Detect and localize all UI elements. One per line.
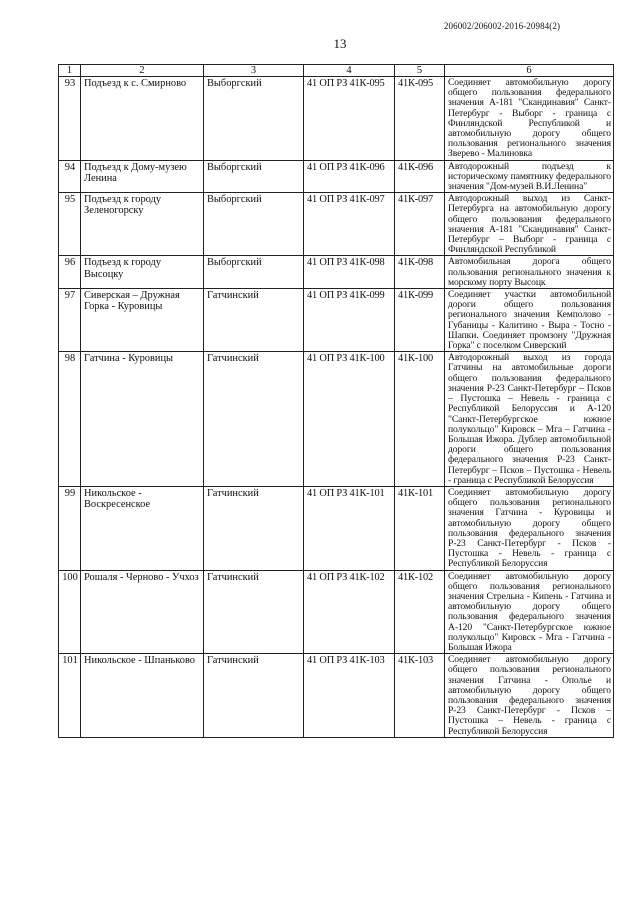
district: Гатчинский bbox=[204, 654, 304, 738]
column-header: 5 bbox=[395, 65, 445, 77]
column-header: 3 bbox=[204, 65, 304, 77]
document-reference: 206002/206002-2016-20984(2) bbox=[443, 21, 561, 31]
row-number: 97 bbox=[59, 289, 81, 352]
road-description: Автодорожный выход из города Гатчины на автомобильные дороги общего пользования федерального значения Р-23 Санкт-Петербург – Псков – Пустошка – Невель - граница с Республикой Белоруссия и А-120 "Санкт-Петербургское южное полукольцо" Кировск – Мга – Гатчина - Большая Ижора. Дублер автомобильной дороги общего пользования федерального значения Р-23 Санкт-Петербург – Псков – Пустошка - Невель - граница с Республикой Белоруссия bbox=[445, 352, 614, 487]
table-row bbox=[59, 193, 614, 256]
road-description: Автомобильная дорога общего пользования регионального значения к морскому порту Высоцк bbox=[445, 256, 614, 289]
road-description: Соединяет участки автомобильной дороги общего пользования регионального значения Кемполово - Губаницы - Калитино - Выра - Тосно - Шапки. Соединяет промзону "Дружная Горка" с поселком Сиверский bbox=[445, 289, 614, 352]
district: Гатчинский bbox=[204, 352, 304, 487]
column-header: 2 bbox=[81, 65, 204, 77]
header-row bbox=[59, 65, 614, 77]
column-header: 4 bbox=[304, 65, 395, 77]
table-row bbox=[59, 256, 614, 289]
table-row bbox=[59, 570, 614, 654]
row-number: 100 bbox=[59, 570, 81, 654]
road-name: Подъезд к с. Смирново bbox=[81, 77, 204, 161]
road-name: Сиверская – Дружная Горка - Куровицы bbox=[81, 289, 204, 352]
road-description: Автодорожный подъезд к историческому памятнику федерального значения "Дом-музей В.И.Ленина" bbox=[445, 160, 614, 193]
road-code: 41К-098 bbox=[395, 256, 445, 289]
district: Гатчинский bbox=[204, 570, 304, 654]
column-header: 6 bbox=[445, 65, 614, 77]
table-row bbox=[59, 486, 614, 570]
road-id: 41 ОП РЗ 41К-095 bbox=[304, 77, 395, 161]
row-number: 95 bbox=[59, 193, 81, 256]
row-number: 93 bbox=[59, 77, 81, 161]
road-id: 41 ОП РЗ 41К-101 bbox=[304, 486, 395, 570]
road-code: 41К-103 bbox=[395, 654, 445, 738]
road-code: 41К-099 bbox=[395, 289, 445, 352]
table-row bbox=[59, 352, 614, 487]
roads-table bbox=[58, 64, 614, 738]
road-code: 41К-100 bbox=[395, 352, 445, 487]
road-id: 41 ОП РЗ 41К-099 bbox=[304, 289, 395, 352]
district: Выборгский bbox=[204, 160, 304, 193]
road-name: Подъезд к городу Зеленогорску bbox=[81, 193, 204, 256]
table-row bbox=[59, 77, 614, 161]
page-number: 13 bbox=[333, 36, 347, 51]
district: Выборгский bbox=[204, 77, 304, 161]
road-description: Соединяет автомобильную дорогу общего пользования регионального значения Гатчина - Ополье и автомобильную дорогу общего пользования федерального значения Р-23 Санкт-Петербург - Псков – Пустошка – Невель - граница с Республикой Белоруссия bbox=[445, 654, 614, 738]
road-code: 41К-097 bbox=[395, 193, 445, 256]
road-code: 41К-095 bbox=[395, 77, 445, 161]
row-number: 96 bbox=[59, 256, 81, 289]
road-name: Подъезд к Дому-музею Ленина bbox=[81, 160, 204, 193]
row-number: 94 bbox=[59, 160, 81, 193]
district: Выборгский bbox=[204, 256, 304, 289]
table-row bbox=[59, 289, 614, 352]
road-id: 41 ОП РЗ 41К-102 bbox=[304, 570, 395, 654]
column-header: 1 bbox=[59, 65, 81, 77]
road-name: Никольское - Воскресенское bbox=[81, 486, 204, 570]
road-description: Соединяет автомобильную дорогу общего пользования регионального значения Гатчина - Куровицы и автомобильную дорогу общего пользования федерального значения Р-23 Санкт-Петербург - Псков - Пустошка - Невель - граница с Республикой Белоруссия bbox=[445, 486, 614, 570]
road-name: Никольское - Шпаньково bbox=[81, 654, 204, 738]
row-number: 98 bbox=[59, 352, 81, 487]
district: Гатчинский bbox=[204, 289, 304, 352]
row-number: 99 bbox=[59, 486, 81, 570]
district: Гатчинский bbox=[204, 486, 304, 570]
road-id: 41 ОП РЗ 41К-100 bbox=[304, 352, 395, 487]
road-code: 41К-096 bbox=[395, 160, 445, 193]
road-id: 41 ОП РЗ 41К-096 bbox=[304, 160, 395, 193]
road-code: 41К-101 bbox=[395, 486, 445, 570]
road-description: Соединяет автомобильную дорогу общего пользования федерального значения А-181 "Скандинавия" Санкт-Петербург - Выборг - граница с Финляндской Республикой и автомобильную дорогу общего пользования регионального значения Зверево - Малиновка bbox=[445, 77, 614, 161]
table-row bbox=[59, 654, 614, 738]
road-id: 41 ОП РЗ 41К-098 bbox=[304, 256, 395, 289]
road-description: Автодорожный выход из Санкт-Петербурга на автомобильную дорогу общего пользования федерального значения А-181 "Скандинавия" Санкт-Петербург – Выборг - граница с Финляндской Республикой bbox=[445, 193, 614, 256]
road-id: 41 ОП РЗ 41К-103 bbox=[304, 654, 395, 738]
road-name: Подъезд к городу Высоцку bbox=[81, 256, 204, 289]
row-number: 101 bbox=[59, 654, 81, 738]
district: Выборгский bbox=[204, 193, 304, 256]
road-code: 41К-102 bbox=[395, 570, 445, 654]
road-name: Рошаля - Черново - Учхоз bbox=[81, 570, 204, 654]
road-description: Соединяет автомобильную дорогу общего пользования регионального значения Стрельна - Кипень - Гатчина и автомобильную дорогу общего пользования федерального значения А-120 "Санкт-Петербургское южное полукольцо" Кировск - Мга - Гатчина - Большая Ижора bbox=[445, 570, 614, 654]
road-id: 41 ОП РЗ 41К-097 bbox=[304, 193, 395, 256]
table-row bbox=[59, 160, 614, 193]
road-name: Гатчина - Куровицы bbox=[81, 352, 204, 487]
